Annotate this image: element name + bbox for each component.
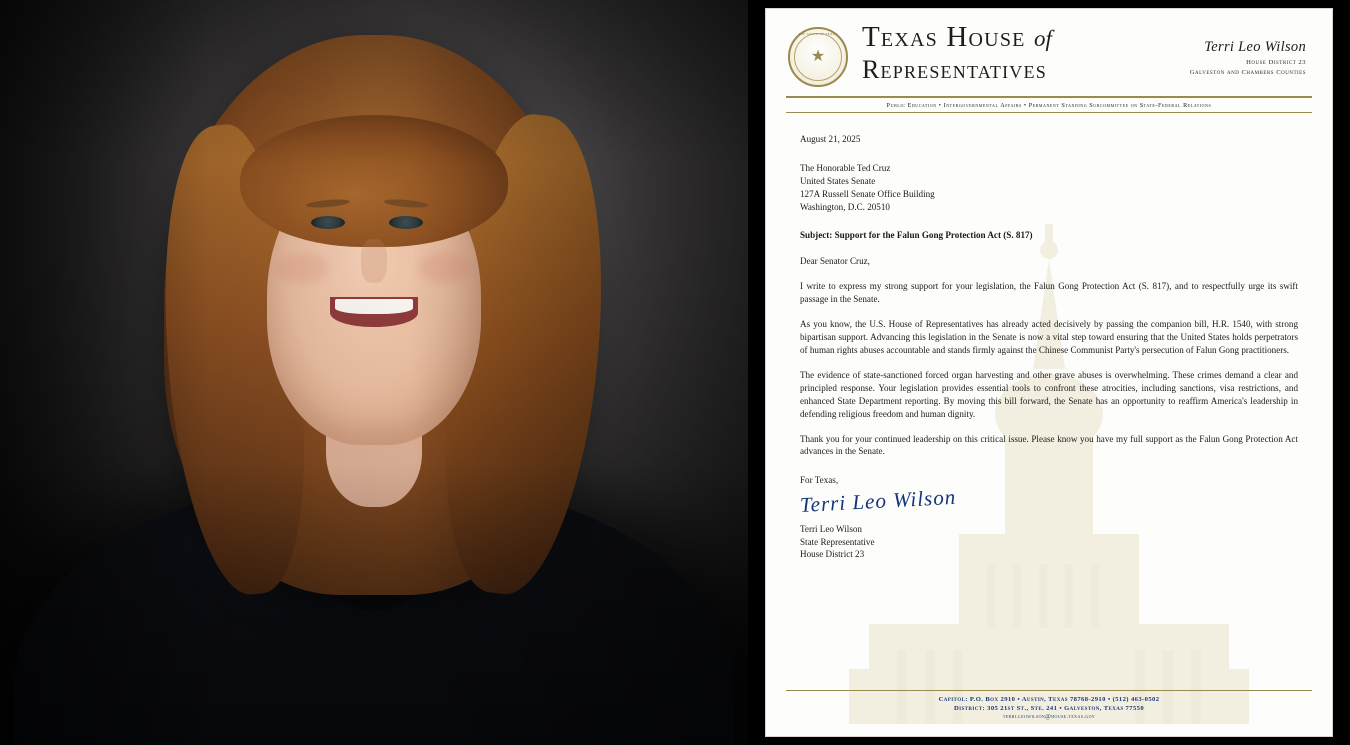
letter-salutation: Dear Senator Cruz, (800, 256, 870, 267)
seal-top-text: THE STATE OF TEXAS (798, 32, 838, 36)
letter-paragraph: Thank you for your continued leadership on this critical issue. Please know you have my full support as the Falun Gong Protection Act advances in the Senate. (800, 433, 1298, 457)
recipient-line: 127A Russell Senate Office Building (800, 188, 935, 199)
seal-star-icon: ★ (810, 48, 826, 65)
letterhead-representative (1156, 23, 1306, 76)
representative-district: House District 23 (1246, 59, 1306, 66)
letter-closing: For Texas, (800, 475, 839, 486)
footer-rule (786, 690, 1312, 691)
texas-state-seal-icon (788, 27, 848, 87)
letterhead-title (848, 23, 1156, 83)
footer-district-address: District: 305 21st St., Ste. 241 • Galveston, Texas 77550 (953, 705, 1145, 712)
letter-footer (786, 690, 1312, 720)
footer-capitol-address: Capitol: P.O. Box 2910 • Austin, Texas 78768-2910 • (512) 463-0502 (938, 696, 1160, 703)
footer-email: terri.leowilson@house.texas.gov (1002, 714, 1096, 720)
letterhead-title-line1 (862, 23, 1156, 52)
signature: Terri Leo Wilson (799, 485, 957, 518)
representative-name: Terri Leo Wilson (1204, 39, 1306, 55)
letter-paragraph: The evidence of state-sanctioned forced organ harvesting and other grave abuses is overwhelming. These crimes demand a clear and principled response. Your legislation provides essential tools to confront these atrocities, including sanctions, visa restrictions, and enhanced State Department reporting. By moving this bill forward, the Senate has an opportunity to reaffirm America's leadership in defending religious freedom and human dignity. (800, 369, 1298, 419)
letter-document (766, 9, 1332, 736)
representative-counties: Galveston and Chambers Counties (1189, 69, 1306, 76)
letter-paragraph: I write to express my strong support for your legislation, the Falun Gong Protection Act (S. 817), and to respectfully urge its swift passage in the Senate. (800, 281, 1298, 305)
recipient-line: The Honorable Ted Cruz (800, 162, 891, 173)
recipient-line: Washington, D.C. 20510 (800, 201, 890, 212)
recipient-address (800, 162, 1298, 214)
signer-line: State Representative (800, 536, 875, 547)
signer-line: Terri Leo Wilson (800, 524, 862, 535)
signer-line: House District 23 (800, 549, 865, 560)
letterhead-title-texas-house: Texas House (862, 21, 1026, 53)
letter-body (766, 113, 1332, 561)
letter-pane (748, 0, 1350, 745)
letter-subject: Subject: Support for the Falun Gong Protection Act (S. 817) (800, 229, 1033, 240)
letterhead-title-line2: Representatives (862, 55, 1047, 84)
letterhead (766, 9, 1332, 87)
committee-list: Public Education • Intergovernmental Affairs • Permanent Standing Subcommittee on State-Federal Relations (886, 102, 1212, 109)
letter-date: August 21, 2025 (800, 134, 861, 144)
letterhead-title-of: of (1034, 26, 1052, 51)
letterhead-rules (786, 96, 1312, 113)
letter-paragraph: As you know, the U.S. House of Representatives has already acted decisively by passing the companion bill, H.R. 1540, with strong bipartisan support. Advancing this legislation in the Senate is now a vital step toward ensuring that the United States holds perpetrators of human rights abuses accountable and stands firmly against the Chinese Communist Party's persecution of Falun Gong practitioners. (800, 319, 1298, 355)
signer-block (800, 523, 1298, 561)
recipient-line: United States Senate (800, 175, 876, 186)
